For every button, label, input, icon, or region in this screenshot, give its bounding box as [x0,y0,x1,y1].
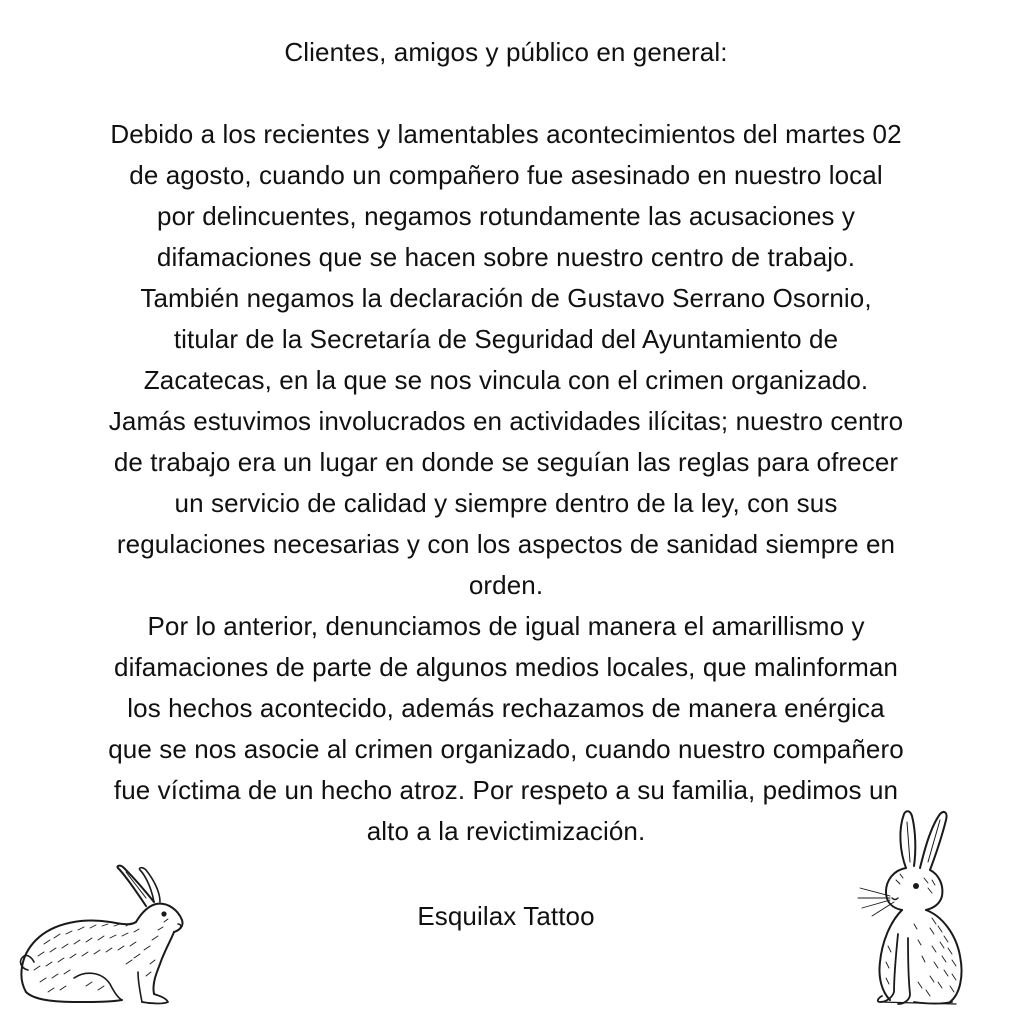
body-line: También negamos la declaración de Gustavo Serrano Osornio, [140,283,872,313]
body-line: alto a la revictimización. [366,816,646,846]
body-line: titular de la Secretaría de Seguridad del Ayuntamiento de [173,324,839,354]
body-line: Jamás estuvimos involucrados en actividades ilícitas; nuestro centro [108,406,904,436]
body-line: Por lo anterior, denunciamos de igual manera el amarillismo y [147,611,865,641]
rabbit-sitting-illustration [852,806,968,1008]
body-line: los hechos acontecido, además rechazamos de manera enérgica [127,693,885,723]
greeting: Clientes, amigos y público en general: [284,37,728,67]
body-line: difamaciones de parte de algunos medios locales, que malinforman [114,652,898,682]
body-line: fue víctima de un hecho atroz. Por respeto a su familia, pedimos un [113,775,899,805]
body-line: que se nos asocie al crimen organizado, cuando nuestro compañero [108,734,904,764]
body-line: orden. [468,570,544,600]
body-line: Zacatecas, en la que se nos vincula con el crimen organizado. [143,365,869,395]
body-line: por delincuentes, negamos rotundamente las acusaciones y [157,201,855,231]
statement-body [30,114,982,852]
body-line: difamaciones que se hacen sobre nuestro centro de trabajo. [156,242,856,272]
body-line: de trabajo era un lugar en donde se seguían las reglas para ofrecer [113,447,899,477]
body-line: de agosto, cuando un compañero fue asesinado en nuestro local [129,160,883,190]
body-line: Debido a los recientes y lamentables acontecimientos del martes 02 [110,119,902,149]
body-line: regulaciones necesarias y con los aspectos de sanidad siempre en [116,529,896,559]
rabbit-crouching-illustration [14,860,186,1008]
body-line: un servicio de calidad y siempre dentro de la ley, con sus [174,488,838,518]
signature: Esquilax Tattoo [417,901,595,931]
